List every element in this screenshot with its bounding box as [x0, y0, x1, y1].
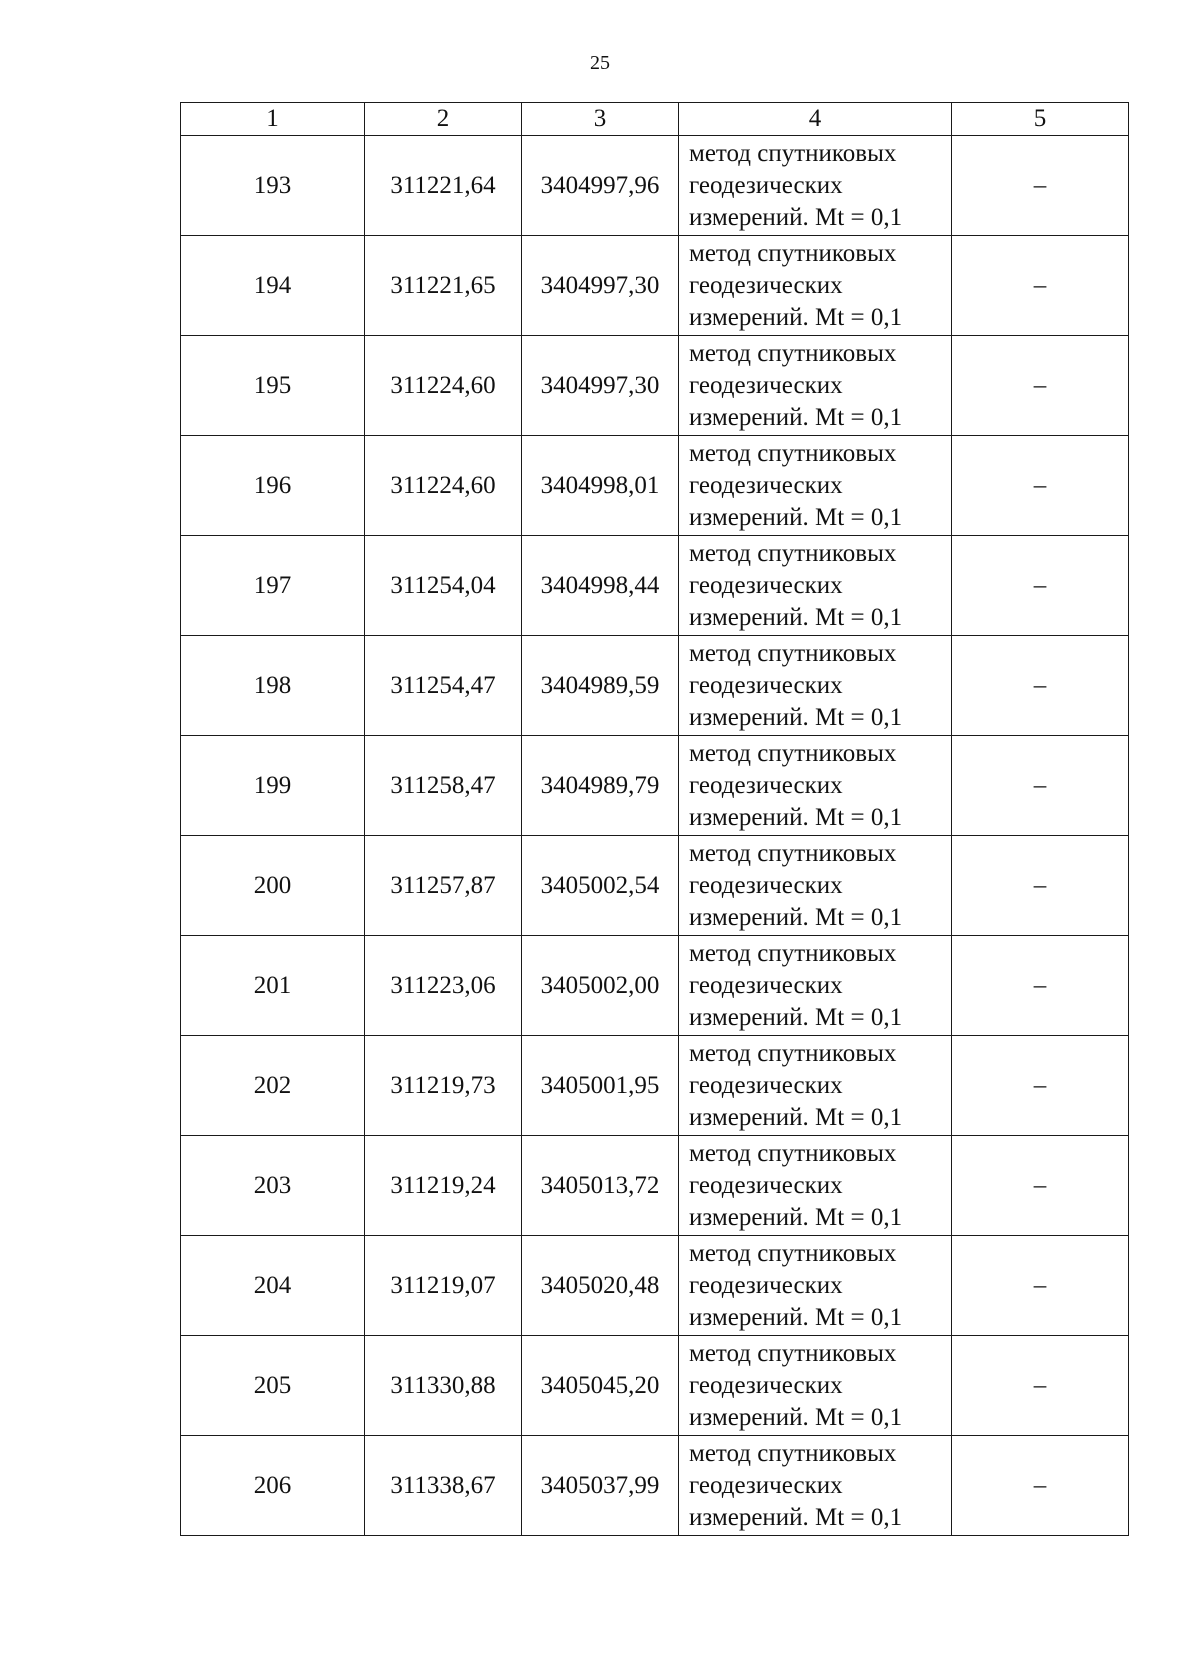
- method-line: метод спутниковых: [689, 239, 897, 267]
- method-line: геодезических: [689, 1171, 843, 1199]
- point-number-cell: 203: [181, 1136, 365, 1236]
- y-coordinate-cell: 3405002,00: [522, 936, 679, 1036]
- method-line: метод спутниковых: [689, 439, 897, 467]
- table-row: [181, 1036, 1129, 1136]
- column-5-cell: –: [952, 436, 1129, 536]
- column-5-cell: –: [952, 536, 1129, 636]
- x-coordinate-cell: 311257,87: [365, 836, 522, 936]
- y-coordinate-cell: 3404998,01: [522, 436, 679, 536]
- y-coordinate-cell: 3404997,30: [522, 236, 679, 336]
- method-line: метод спутниковых: [689, 139, 897, 167]
- method-line: метод спутниковых: [689, 1139, 897, 1167]
- x-coordinate-cell: 311221,65: [365, 236, 522, 336]
- column-5-cell: –: [952, 936, 1129, 1036]
- method-line: метод спутниковых: [689, 839, 897, 867]
- method-line: метод спутниковых: [689, 939, 897, 967]
- method-line: измерений. Mt = 0,1: [689, 803, 903, 831]
- table-row: [181, 936, 1129, 1036]
- method-cell: [679, 1436, 952, 1536]
- x-coordinate-cell: 311219,73: [365, 1036, 522, 1136]
- page-number: 25: [590, 52, 610, 74]
- method-cell: [679, 436, 952, 536]
- point-number-cell: 198: [181, 636, 365, 736]
- point-number-cell: 197: [181, 536, 365, 636]
- method-line: измерений. Mt = 0,1: [689, 1103, 903, 1131]
- table-row: [181, 136, 1129, 236]
- x-coordinate-cell: 311219,24: [365, 1136, 522, 1236]
- column-5-cell: –: [952, 1336, 1129, 1436]
- method-cell: [679, 1236, 952, 1336]
- y-coordinate-cell: 3405045,20: [522, 1336, 679, 1436]
- x-coordinate-cell: 311221,64: [365, 136, 522, 236]
- table-row: [181, 736, 1129, 836]
- method-cell: [679, 1136, 952, 1236]
- table-row: [181, 1336, 1129, 1436]
- table-row: [181, 236, 1129, 336]
- method-line: измерений. Mt = 0,1: [689, 1203, 903, 1231]
- method-cell: [679, 136, 952, 236]
- method-line: измерений. Mt = 0,1: [689, 1503, 903, 1531]
- method-line: метод спутниковых: [689, 639, 897, 667]
- method-line: геодезических: [689, 471, 843, 499]
- point-number-cell: 194: [181, 236, 365, 336]
- method-cell: [679, 736, 952, 836]
- y-coordinate-cell: 3404998,44: [522, 536, 679, 636]
- method-cell: [679, 1336, 952, 1436]
- method-line: геодезических: [689, 971, 843, 999]
- method-line: измерений. Mt = 0,1: [689, 903, 903, 931]
- table-header-row: [181, 103, 1129, 136]
- point-number-cell: 195: [181, 336, 365, 436]
- column-5-cell: –: [952, 836, 1129, 936]
- method-line: метод спутниковых: [689, 1039, 897, 1067]
- y-coordinate-cell: 3405013,72: [522, 1136, 679, 1236]
- point-number-cell: 196: [181, 436, 365, 536]
- table-row: [181, 436, 1129, 536]
- x-coordinate-cell: 311224,60: [365, 436, 522, 536]
- y-coordinate-cell: 3405001,95: [522, 1036, 679, 1136]
- table-row: [181, 1136, 1129, 1236]
- method-line: измерений. Mt = 0,1: [689, 303, 903, 331]
- method-line: измерений. Mt = 0,1: [689, 703, 903, 731]
- method-line: измерений. Mt = 0,1: [689, 1403, 903, 1431]
- point-number-cell: 193: [181, 136, 365, 236]
- x-coordinate-cell: 311223,06: [365, 936, 522, 1036]
- method-line: измерений. Mt = 0,1: [689, 1303, 903, 1331]
- column-5-cell: –: [952, 1436, 1129, 1536]
- method-line: геодезических: [689, 671, 843, 699]
- point-number-cell: 205: [181, 1336, 365, 1436]
- y-coordinate-cell: 3404997,96: [522, 136, 679, 236]
- method-line: измерений. Mt = 0,1: [689, 203, 903, 231]
- method-line: геодезических: [689, 371, 843, 399]
- coordinates-table: [180, 102, 1129, 1536]
- method-line: измерений. Mt = 0,1: [689, 603, 903, 631]
- x-coordinate-cell: 311224,60: [365, 336, 522, 436]
- method-line: геодезических: [689, 171, 843, 199]
- table-row: [181, 1436, 1129, 1536]
- table-row: [181, 836, 1129, 936]
- method-cell: [679, 1036, 952, 1136]
- column-header-1: 1: [181, 103, 365, 136]
- method-line: геодезических: [689, 1471, 843, 1499]
- point-number-cell: 201: [181, 936, 365, 1036]
- method-cell: [679, 836, 952, 936]
- x-coordinate-cell: 311338,67: [365, 1436, 522, 1536]
- x-coordinate-cell: 311254,04: [365, 536, 522, 636]
- method-line: метод спутниковых: [689, 339, 897, 367]
- y-coordinate-cell: 3405020,48: [522, 1236, 679, 1336]
- column-5-cell: –: [952, 136, 1129, 236]
- method-line: геодезических: [689, 571, 843, 599]
- column-header-5: 5: [952, 103, 1129, 136]
- method-line: метод спутниковых: [689, 539, 897, 567]
- column-header-2: 2: [365, 103, 522, 136]
- column-5-cell: –: [952, 336, 1129, 436]
- method-line: геодезических: [689, 1071, 843, 1099]
- y-coordinate-cell: 3404989,59: [522, 636, 679, 736]
- column-header-3: 3: [522, 103, 679, 136]
- method-line: метод спутниковых: [689, 1439, 897, 1467]
- table-row: [181, 336, 1129, 436]
- method-line: геодезических: [689, 271, 843, 299]
- table-row: [181, 1236, 1129, 1336]
- point-number-cell: 199: [181, 736, 365, 836]
- column-5-cell: –: [952, 736, 1129, 836]
- y-coordinate-cell: 3405037,99: [522, 1436, 679, 1536]
- column-header-4: 4: [679, 103, 952, 136]
- method-line: метод спутниковых: [689, 739, 897, 767]
- column-5-cell: –: [952, 1036, 1129, 1136]
- x-coordinate-cell: 311258,47: [365, 736, 522, 836]
- y-coordinate-cell: 3404989,79: [522, 736, 679, 836]
- table-row: [181, 536, 1129, 636]
- method-line: геодезических: [689, 771, 843, 799]
- point-number-cell: 200: [181, 836, 365, 936]
- method-cell: [679, 236, 952, 336]
- column-5-cell: –: [952, 1136, 1129, 1236]
- method-line: метод спутниковых: [689, 1239, 897, 1267]
- column-5-cell: –: [952, 636, 1129, 736]
- x-coordinate-cell: 311219,07: [365, 1236, 522, 1336]
- x-coordinate-cell: 311330,88: [365, 1336, 522, 1436]
- method-line: измерений. Mt = 0,1: [689, 1003, 903, 1031]
- table-body: [181, 136, 1129, 1536]
- method-line: геодезических: [689, 1271, 843, 1299]
- column-5-cell: –: [952, 1236, 1129, 1336]
- point-number-cell: 206: [181, 1436, 365, 1536]
- point-number-cell: 202: [181, 1036, 365, 1136]
- x-coordinate-cell: 311254,47: [365, 636, 522, 736]
- table-row: [181, 636, 1129, 736]
- column-5-cell: –: [952, 236, 1129, 336]
- point-number-cell: 204: [181, 1236, 365, 1336]
- method-line: геодезических: [689, 1371, 843, 1399]
- method-line: геодезических: [689, 871, 843, 899]
- method-line: измерений. Mt = 0,1: [689, 403, 903, 431]
- method-cell: [679, 536, 952, 636]
- method-cell: [679, 636, 952, 736]
- method-cell: [679, 936, 952, 1036]
- y-coordinate-cell: 3405002,54: [522, 836, 679, 936]
- method-line: метод спутниковых: [689, 1339, 897, 1367]
- method-cell: [679, 336, 952, 436]
- method-line: измерений. Mt = 0,1: [689, 503, 903, 531]
- y-coordinate-cell: 3404997,30: [522, 336, 679, 436]
